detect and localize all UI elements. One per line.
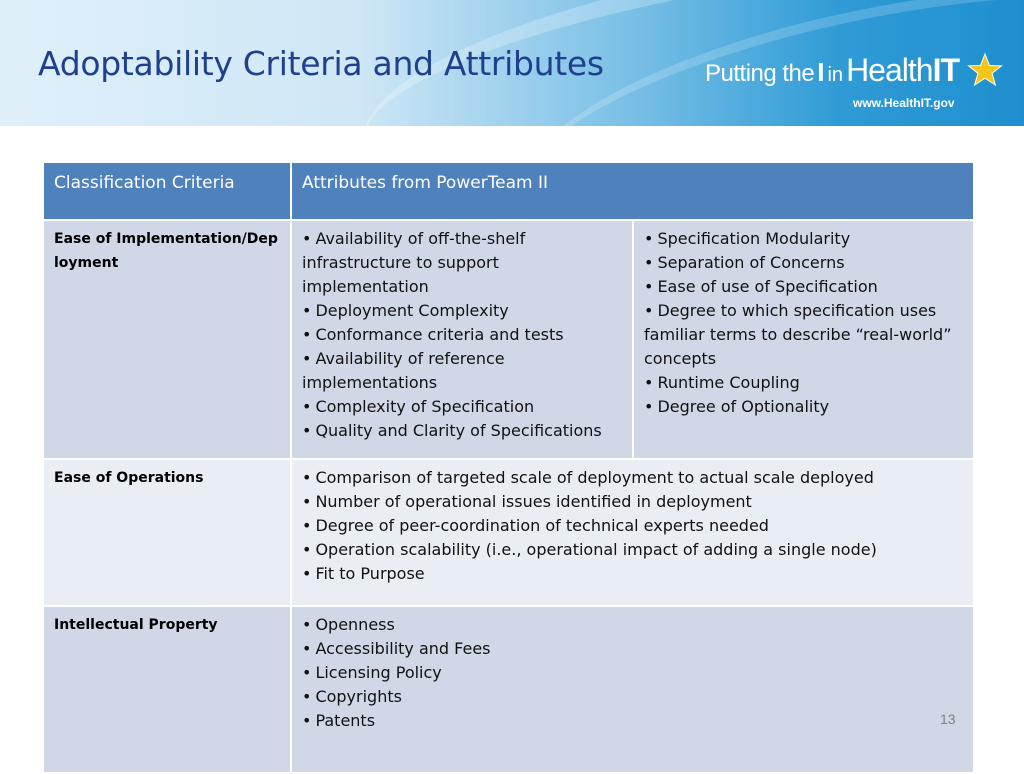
list-item: • Complexity of Specification (302, 397, 535, 416)
list-item: • Quality and Clarity of Specifications (302, 421, 602, 440)
logo-text-putting: Putting the (705, 60, 815, 87)
criterion-cell: Ease of Implementation/Deployment (43, 220, 291, 459)
list-item: • Number of operational issues identified in deployment (302, 492, 752, 511)
header-classification-criteria: Classification Criteria (43, 162, 291, 220)
list-item: • Specification Modularity (644, 229, 851, 248)
logo-wordmark (705, 52, 959, 89)
attributes-cell-left (291, 220, 633, 459)
list-item: • Separation of Concerns (644, 253, 845, 272)
attributes-cell (291, 606, 974, 773)
list-item: • Openness (302, 615, 395, 634)
logo-text-i: I (817, 57, 825, 87)
attribute-list (302, 613, 965, 733)
logo-text-health: Health (846, 52, 933, 88)
page-number: 13 (940, 711, 956, 727)
slide-title: Adoptability Criteria and Attributes (38, 44, 604, 83)
list-item: • Availability of off-the-shelf infrastructure to support implementation (302, 229, 526, 296)
header-attributes: Attributes from PowerTeam II (291, 162, 974, 220)
table-row (43, 459, 974, 606)
star-icon (967, 52, 1003, 88)
attributes-cell-right (633, 220, 974, 459)
list-item: • Conformance criteria and tests (302, 325, 564, 344)
criterion-cell: Ease of Operations (43, 459, 291, 606)
attribute-list (644, 227, 965, 419)
list-item: • Accessibility and Fees (302, 639, 491, 658)
criteria-table (42, 161, 975, 774)
list-item: • Comparison of targeted scale of deployment to actual scale deployed (302, 468, 874, 487)
list-item: • Operation scalability (i.e., operational impact of adding a single node) (302, 540, 877, 559)
list-item: • Deployment Complexity (302, 301, 509, 320)
list-item: • Copyrights (302, 687, 402, 706)
table-header-row (43, 162, 974, 220)
list-item: • Runtime Coupling (644, 373, 800, 392)
list-item: • Degree of peer-coordination of technical experts needed (302, 516, 769, 535)
slide-header-banner (0, 0, 1024, 126)
criterion-cell: Intellectual Property (43, 606, 291, 773)
attribute-list (302, 227, 624, 443)
attributes-cell (291, 459, 974, 606)
logo-text-it: IT (932, 52, 959, 88)
list-item: • Licensing Policy (302, 663, 442, 682)
logo-text-in: in (827, 64, 844, 86)
list-item: • Ease of use of Specification (644, 277, 878, 296)
table-row (43, 220, 974, 459)
list-item: • Fit to Purpose (302, 564, 425, 583)
list-item: • Degree of Optionality (644, 397, 830, 416)
list-item: • Degree to which specification uses familiar terms to describe “real-world” concepts (644, 301, 952, 368)
attribute-list (302, 466, 965, 586)
healthit-logo (705, 52, 1005, 112)
logo-url: www.HealthIT.gov (853, 96, 955, 110)
list-item: • Availability of reference implementations (302, 349, 505, 392)
table-row (43, 606, 974, 773)
list-item: • Patents (302, 711, 376, 730)
